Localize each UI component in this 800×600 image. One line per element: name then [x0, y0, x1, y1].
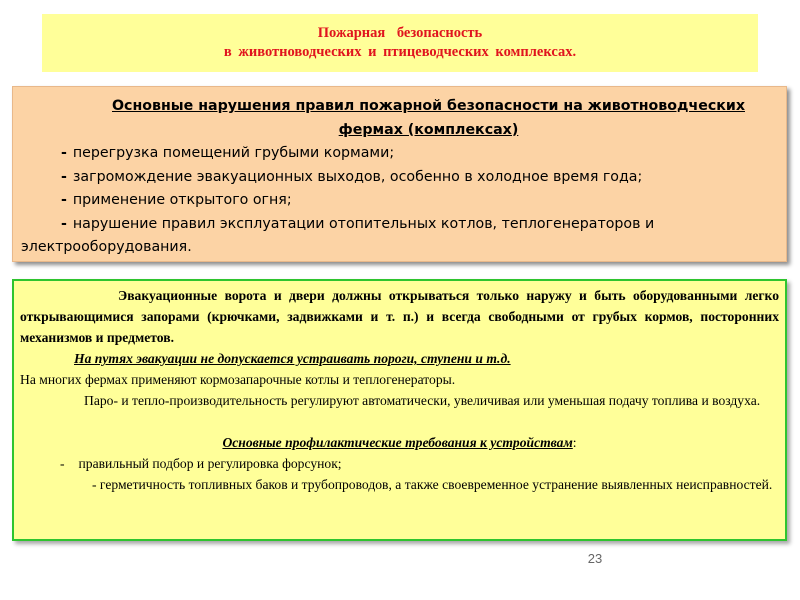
evacuation-path-text: На путях эвакуации не допускается устраивать пороги, ступени и т.д.	[74, 351, 511, 366]
title-line-2: в животноводческих и птицеводческих комплексах.	[223, 44, 577, 60]
violation-item-text: загромождение эвакуационных выходов, особенно в холодное время года;	[72, 168, 643, 185]
violation-item	[21, 166, 776, 190]
violation-item	[21, 213, 776, 260]
evacuation-path-note	[20, 348, 779, 369]
spacer	[20, 411, 779, 432]
requirement-item: - герметичность топливных баков и трубопроводов, а также своевременное устранение выявленных неисправностей.	[92, 477, 773, 492]
violation-item-text: нарушение правил эксплуатации отопительных котлов, теплогенераторов и электрооборудования.	[21, 215, 655, 255]
requirements-box	[12, 279, 787, 541]
violation-item-text: применение открытого огня;	[72, 192, 292, 208]
boilers-paragraph: На многих фермах применяют кормозапарочные котлы и теплогенераторы.	[20, 372, 456, 387]
violations-heading: Основные нарушения правил пожарной безопасности на животноводческих фермах (комплексах)	[112, 98, 745, 138]
requirement-item-text: правильный подбор и регулировка форсунок;	[78, 456, 342, 471]
slide-title	[42, 14, 758, 72]
regulation-paragraph: Паро- и тепло-производительность регулируют автоматически, увеличивая или уменьшая подачу топлива и воздуха.	[84, 393, 761, 408]
violation-item-text: перегрузка помещений грубыми кормами;	[72, 145, 395, 161]
violation-item	[21, 142, 776, 166]
dash-bullet: -	[61, 192, 67, 208]
dash-bullet: -	[61, 215, 67, 232]
evacuation-doors-paragraph	[20, 285, 779, 348]
dash-bullet: -	[61, 145, 67, 161]
title-line-1: Пожарная безопасность	[317, 25, 483, 41]
requirement-item	[20, 453, 779, 474]
violations-box	[12, 86, 787, 262]
violation-item	[21, 189, 776, 213]
preventive-heading	[20, 432, 779, 453]
preventive-heading-text: Основные профилактические требования к устройствам	[222, 435, 573, 450]
dash-bullet: -	[60, 456, 65, 471]
evacuation-doors-text: Эвакуационные ворота и двери должны открываться только наружу и быть оборудованными легко открывающимися запорами (крючками, задвижками и т. п.) и всегда свободными от грубых кормов, посторонних механизмов и предметов.	[20, 288, 779, 345]
preventive-heading-colon: :	[572, 435, 577, 450]
dash-bullet: -	[61, 168, 67, 185]
page-number: 23	[587, 551, 603, 566]
